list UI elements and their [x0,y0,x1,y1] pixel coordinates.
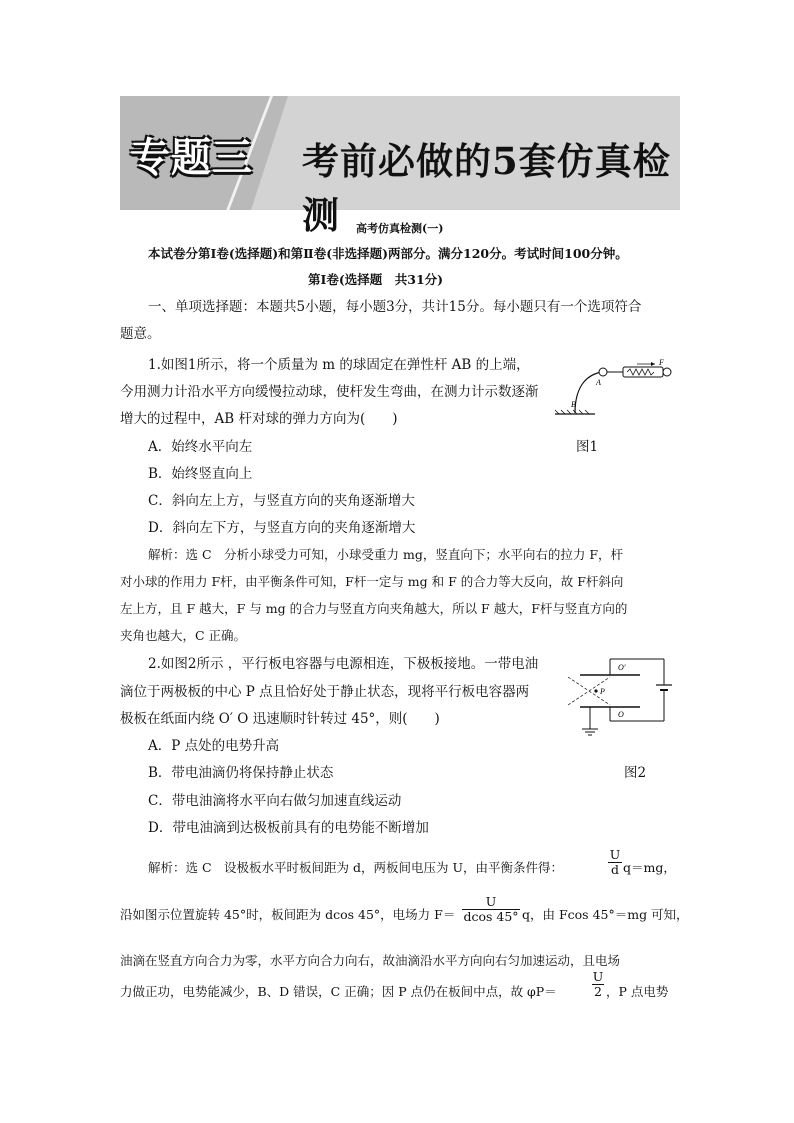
q1-analysis-line-3: 左上方，且 F 越大，F 与 mg 的合力与竖直方向夹角越大，所以 F 越大，F杆与竖直方向的 [120,601,628,616]
q1-option-c: C．斜向左上方，与竖直方向的夹角逐渐增大 [148,493,415,509]
fig2-label-o: O [618,710,624,719]
banner-tag: 专题三 [130,134,253,181]
exam-intro: 本试卷分第Ⅰ卷(选择题)和第Ⅱ卷(非选择题)两部分。满分120分。考试时间100分钟。 [148,246,628,261]
q2-analysis-fraction-3 [592,970,604,999]
figure-1-caption: 图1 [576,439,599,455]
q2-stem-line-1: 2.如图2所示 ，平行板电容器与电源相连，下极板接地。一带电油 [148,656,539,672]
q2-option-c: C．带电油滴将水平向右做匀加速直线运动 [148,793,402,809]
fraction-3-numerator: U [592,969,604,984]
q2-analysis-fraction-2 [462,895,520,924]
q1-analysis-line-2: 对小球的作用力 F杆，由平衡条件可知，F杆一定与 mg 和 F 的合力等大反向，故 F杆斜向 [120,574,624,589]
fig1-label-f: F [659,358,664,367]
q1-analysis-line-1: 解析：选 C 分析小球受力可知，小球受重力 mg，竖直向下；水平向右的拉力 F，杆 [148,547,624,562]
q1-option-b: B．始终竖直向上 [148,466,253,482]
banner-title: 考前必做的5套仿真检测 [302,139,671,237]
q2-analysis-line-1b: q＝mg， [623,860,676,875]
fraction-1-numerator: U [609,847,621,862]
fig2-label-p: P [600,687,605,696]
q2-stem-line-2: 滴位于两极板的中心 P 点且恰好处于静止状态，现将平行板电容器两 [120,684,530,700]
q2-analysis-line-3: 油滴在竖直方向合力为零，水平方向合力向右，故油滴沿水平方向向右匀加速运动，且电场 [120,953,621,968]
q1-stem-line-2: 今用测力计沿水平方向缓慢拉动球，使杆发生弯曲，在测力计示数逐渐 [120,384,539,400]
q2-analysis-line-2b: q，由 Fcos 45°＝mg 可知， [522,907,689,922]
fig1-label-b: B [571,400,576,409]
fraction-2-denominator: dcos 45° [463,909,519,924]
figure-2-diagram [560,655,680,740]
q1-stem-line-3: 增大的过程中，AB 杆对球的弹力方向为( ) [120,411,398,427]
fraction-1-denominator: d [610,862,619,877]
q2-option-a: A．P 点处的电势升高 [148,738,280,754]
q2-option-d: D．带电油滴到达极板前具有的电势能不断增加 [148,820,429,836]
fraction-3-denominator: 2 [594,984,602,999]
q1-option-d: D．斜向左下方，与竖直方向的夹角逐渐增大 [148,520,416,536]
part-one-heading: 第Ⅰ卷(选择题 共31分) [308,272,444,287]
q1-analysis-line-4: 夹角也越大，C 正确。 [120,628,247,643]
fig1-spring-scale [623,367,663,377]
q2-analysis-line-4b: ，P 点电势 [606,984,669,999]
q1-option-a: A．始终水平向左 [148,439,253,455]
q1-stem-line-1: 1.如图1所示，将一个质量为 m 的球固定在弹性杆 AB 的上端， [148,357,530,373]
q2-analysis-fraction-1 [608,848,622,877]
fig1-ball [599,368,607,376]
fig1-label-a: A [596,378,601,387]
q2-stem-line-3: 极板在纸面内绕 O′ O 迅速顺时针转过 45°，则( ) [120,711,440,727]
q2-analysis-line-4a: 力做正功，电势能减少，B、D 错误，C 正确；因 P 点仍在板间中点，故 φP＝ [120,984,557,999]
q2-analysis-line-2a: 沿如图示位置旋转 45°时，板间距为 dcos 45°，电场力 F＝ [120,907,456,922]
fig2-oil-drop [594,689,597,692]
test-title: 高考仿真检测(一) [356,222,444,235]
q2-option-b: B．带电油滴仍将保持静止状态 [148,765,334,781]
fraction-2-numerator: U [485,894,497,909]
section-one-line-1: 一、单项选择题：本题共5小题，每小题3分，共计15分。每小题只有一个选项符合 [148,299,642,315]
figure-2-caption: 图2 [624,765,647,781]
fig2-label-o-prime: O′ [618,663,626,672]
section-one-line-2: 题意。 [120,326,161,342]
figure-1-diagram [555,356,685,416]
q2-analysis-line-1a: 解析：选 C 设极板水平时板间距为 d，两板间电压为 U，由平衡条件得： [148,860,564,875]
